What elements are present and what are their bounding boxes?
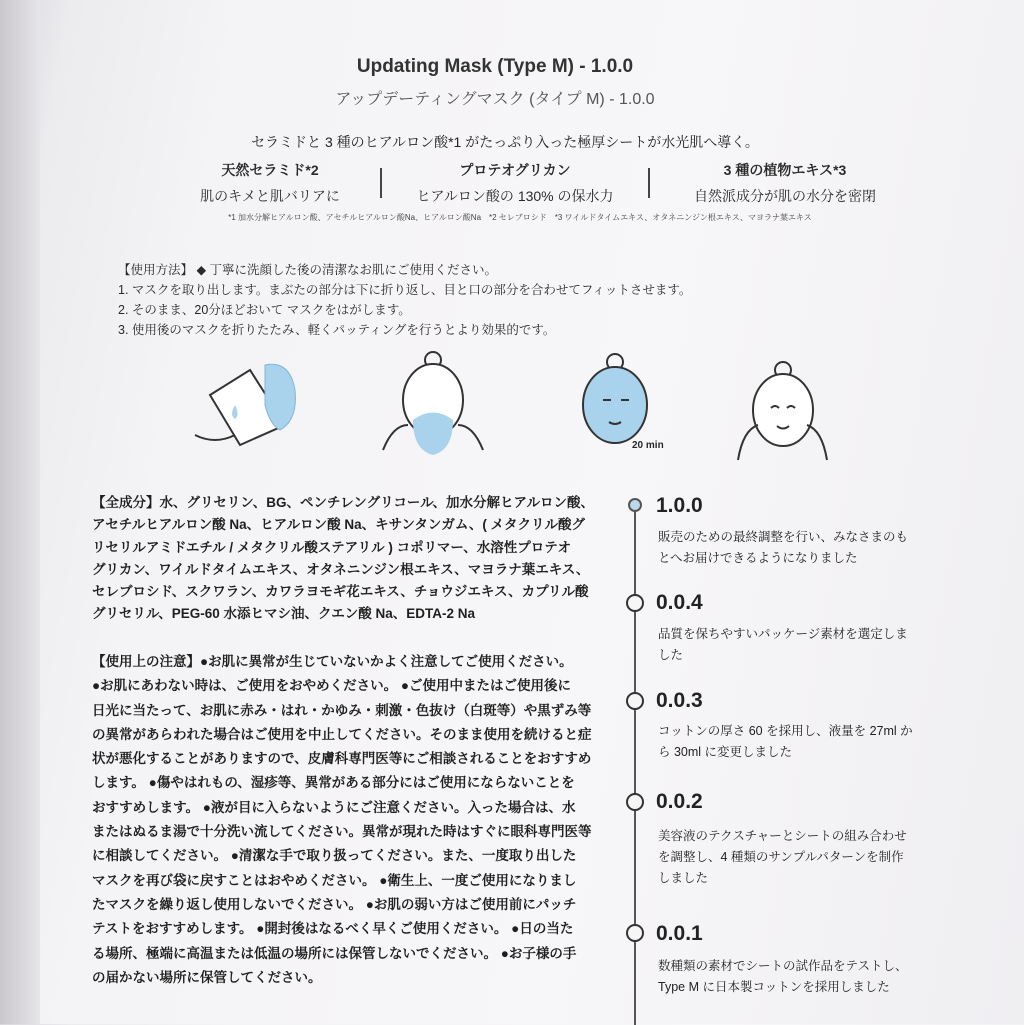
- usage-line: 1. マスクを取り出します。まぶたの部分は下に折り返し、目と口の部分を合わせてフィットさせます。: [118, 283, 692, 297]
- version-description: [658, 721, 913, 763]
- version-description: [658, 624, 908, 666]
- ingredients-line: アセチルヒアルロン酸 Na、ヒアルロン酸 Na、キサンタンガム、( メタクリル酸グ: [92, 517, 586, 533]
- usage-line: 【使用方法】 ◆ 丁寧に洗顔した後の清潔なお肌にご使用ください。: [118, 263, 498, 277]
- caution-line: マスクを再び袋に戻すことはおやめください。 ●衛生上、一度ご使用になりまし: [92, 872, 577, 888]
- desc-line: 美容液のテクスチャーとシートの組み合わせ: [658, 829, 907, 843]
- feature-text: 自然派成分が肌の水分を密閉: [694, 188, 876, 204]
- feature-proteoglycan: [390, 160, 640, 206]
- step2-apply-mask-illustration: [378, 350, 488, 465]
- feature-plant-extracts: [660, 160, 910, 206]
- product-title: Updating Mask (Type M) - 1.0.0: [356, 56, 634, 77]
- caution-line: 状が悪化することがありますので、皮膚科専門医等にご相談されることをおすすめ: [92, 751, 592, 767]
- desc-line: しました: [658, 871, 709, 885]
- caution-line: 日光に当たって、お肌に赤み・はれ・かゆみ・刺激・色抜け（白斑等）や黒ずみ等: [92, 702, 592, 718]
- version-label: 0.0.2: [656, 790, 703, 813]
- ingredients-list: [92, 492, 594, 626]
- timeline-node: [628, 498, 642, 512]
- footnote: *1 加水分解ヒアルロン酸、アセチルヒアルロン酸Na、ヒアルロン酸Na *2 セレブロシド *3 ワイルドタイムエキス、オタネニンジン根エキス、マヨラナ葉エキス: [228, 213, 812, 222]
- caution-notes: [92, 650, 592, 990]
- desc-line: 数種類の素材でシートの試作品をテストし、: [658, 959, 908, 973]
- usage-line: 3. 使用後のマスクを折りたたみ、軽くパッティングを行うとより効果的です。: [118, 323, 556, 337]
- caution-line: の異常があらわれた場合はご使用を中止してください。そのまま使用を続けると症: [92, 726, 592, 742]
- version-description: [658, 826, 907, 889]
- caution-line: します。 ●傷やはれもの、湿疹等、異常がある部分にはご使用にならないことを: [92, 775, 575, 791]
- timeline-node: [626, 594, 644, 612]
- feature-text: 肌のキメと肌バリアに: [200, 188, 340, 204]
- ingredients-line: グリセリル、PEG-60 水添ヒマシ油、クエン酸 Na、EDTA-2 Na: [92, 606, 476, 622]
- version-description: [658, 527, 908, 569]
- desc-line: した: [658, 648, 684, 662]
- timeline-node: [626, 793, 644, 811]
- step1-unfold-mask-illustration: [190, 350, 310, 450]
- timer-label: 20 min: [632, 440, 664, 451]
- usage-line: 2. そのまま、20分ほどおいて マスクをはがします。: [118, 303, 411, 317]
- desc-line: 販売のための最終調整を行い、みなさまのも: [658, 530, 909, 544]
- caution-line: る場所、極端に高温または低温の場所には保管しないでください。 ●お子様の手: [92, 945, 577, 961]
- desc-line: を調整し、4 種類のサンプルパターンを制作: [658, 850, 904, 864]
- product-subtitle: アップデーティングマスク (タイプ M) - 1.0.0: [335, 91, 655, 108]
- feature-text: ヒアルロン酸の 130% の保水力: [416, 188, 614, 204]
- version-label: 0.0.1: [656, 922, 703, 945]
- version-description: [658, 956, 908, 998]
- feature-heading: 天然セラミド*2: [221, 162, 319, 178]
- caution-line: 【使用上の注意】●お肌に異常が生じていないかよく注意してご使用ください。: [92, 654, 573, 669]
- feature-heading: プロテオグリカン: [459, 162, 571, 178]
- version-label: 0.0.4: [656, 591, 703, 614]
- desc-line: コットンの厚さ 60 を採用し、液量を 27ml か: [658, 724, 913, 738]
- package-edge-shadow: [0, 0, 40, 1024]
- caution-line: またはぬるま湯で十分洗い流してください。異常が現れた時はすぐに眼科専門医等: [92, 824, 592, 840]
- timeline-line: [634, 505, 636, 1025]
- desc-line: Type M に日本製コットンを採用しました: [658, 980, 890, 994]
- caution-line: おすすめします。 ●液が目に入らないようにご注意ください。入った場合は、水: [92, 799, 576, 815]
- divider: [380, 168, 382, 198]
- divider: [648, 168, 650, 198]
- desc-line: とへお届けできるようになりました: [658, 551, 858, 565]
- timeline-node: [626, 692, 644, 710]
- version-label: 0.0.3: [656, 689, 703, 712]
- timeline-node: [626, 924, 644, 942]
- ingredients-line: リセリルアミドエチル / メタクリル酸ステアリル ) コポリマー、水溶性プロテオ: [92, 539, 572, 555]
- caution-line: たマスクを繰り返し使用しないでください。 ●お肌の弱い方はご使用前にパッチ: [92, 896, 577, 912]
- caution-line: に相談してください。 ●清潔な手で取り扱ってください。また、一度取り出した: [92, 848, 577, 864]
- feature-heading: 3 種の植物エキス*3: [723, 162, 847, 178]
- desc-line: 品質を保ちやすいパッケージ素材を選定しま: [658, 627, 908, 641]
- ingredients-line: セレブロシド、スクワラン、カワラヨモギ花エキス、チョウジエキス、カプリル酸: [92, 584, 589, 600]
- ingredients-line: グリカン、ワイルドタイムエキス、オタネニンジン根エキス、マヨラナ葉エキス、: [92, 561, 590, 577]
- version-label: 1.0.0: [656, 494, 703, 517]
- ingredients-line: 【全成分】水、グリセリン、BG、ペンチレングリコール、加水分解ヒアルロン酸、: [92, 495, 594, 510]
- feature-ceramide: [150, 160, 390, 206]
- caution-line: ●お肌にあわない時は、ご使用をおやめください。 ●ご使用中またはご使用後に: [92, 678, 572, 694]
- desc-line: ら 30ml に変更しました: [658, 745, 793, 759]
- caution-line: の届かない場所に保管してください。: [92, 969, 322, 985]
- caution-line: テストをおすすめします。 ●開封後はなるべく早くご使用ください。 ●日の当た: [92, 921, 574, 937]
- usage-instructions: [118, 260, 691, 340]
- step4-patting-illustration: [735, 360, 830, 470]
- tagline: セラミドと 3 種のヒアルロン酸*1 がたっぷり入った極厚シートが水光肌へ導く。: [251, 134, 759, 150]
